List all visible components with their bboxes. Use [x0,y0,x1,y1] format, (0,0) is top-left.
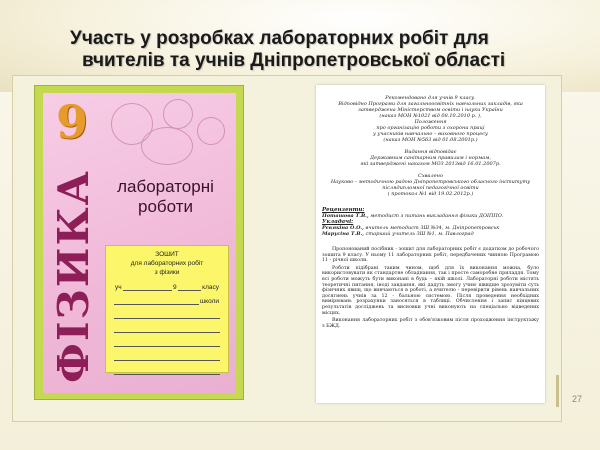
rec-line-1: Рекомендовано для учнів 9 класу. [385,95,476,101]
blank-line-3 [114,337,220,347]
student-grade: 9 [173,284,177,291]
rec-line-6: про організацію роботи з охорони праці [376,125,485,131]
notebook-header-3: з фізики [154,269,180,276]
notebook-label [105,245,229,373]
std-line-2: Державним санітарним правилам і нормам, [370,155,491,161]
student-line [114,281,220,291]
grade-number: 9 [55,95,88,149]
document-page [316,85,545,403]
title-line-1: Участь у розробках лабораторних робіт для [70,28,489,49]
reviewer-1-name: Поташова Т.В., [322,213,369,219]
book-cover-inner [43,93,236,393]
notebook-header-1: ЗОШИТ [155,251,179,258]
compiler-1-role: вчитель методист ЗШ №34, м. Дніпропетровськ [365,225,500,231]
blank-line-1 [114,309,220,319]
compiler-2-role: старший учитель ЗШ №1, м. Павлоград [365,231,474,237]
school-label: школи [199,298,219,305]
page-number: 27 [571,394,582,404]
title-line-2: вчителів та учнів Дніпропетровської області [82,50,506,71]
compiler-2-name: Марусіна Т.В., [322,231,364,237]
blank-line-2 [114,323,220,333]
rec-line-8: (наказ МОН №563 від 01.08.2001р.) [383,137,478,143]
notebook-header-2: для лабораторних робіт [130,260,204,267]
reviewers-label: Рецензенти: [322,207,365,213]
paragraph-1: Пропонований посібник - зошит для лабораторних робіт є додатком до робочого зошита 9 класу. У ньому 11 лабораторних робіт, передбачених чинною Програмою 11 - річної школи. [322,247,539,264]
compilers-label: Укладачі: [322,219,354,225]
blank-line-5 [114,365,220,375]
book-title-line-2: роботи [137,197,193,216]
slide-title [70,28,540,72]
appr-line-4: ( протокол №1 від 19.02.2012р.) [387,191,474,197]
compiler-1-name: Рєвякіна О.О., [322,225,364,231]
physics-illustration [101,97,229,167]
blank-line-4 [114,351,220,361]
notebook-header [106,250,228,277]
school-line [114,295,220,305]
book-title [98,177,233,217]
std-line-3: які затверджені наказом МОЗ 2013від 16.01.2007р. [360,161,501,167]
book-title-line-1: лабораторні [117,177,214,196]
rec-line-7: у учасників навчально – виховного процесу [373,131,488,137]
appr-line-2: Науково – методичною радою Дніпропетровського обласного інституту [330,179,531,185]
appr-line-1: Схвалено [418,173,443,179]
paragraph-2: Роботи підібрані таким чином, щоб для їх виконання можна, було використовувати як стандартне обладнання, так і просте саморобне приладдя. Тому всі роботи можуть бути виконані в будь – якій школі. Лабораторні роботи містять теоретичні питання, іноді завдання, які дадуть змогу учню швидше зрозуміти суть фізичних явищ, що вивчаються в роботі, а вчителю - перевірити рівень навчальних досягнень учнів за 12 - бальною системою. Після проведення необхідних вимірювань розрахунки заносяться в таблиці. Обчислення і запис кінцевих результатів досліджень та висновки учні виконують на спеціально відведених місцях. [322,265,539,316]
student-suffix: класу [202,284,219,291]
subject-title: ФІЗИКА [49,169,98,383]
student-prefix: уч [115,284,122,291]
appr-line-3: післядипломної педагогічної освіти [382,185,479,191]
rec-line-4: (наказ МОН №1021 від 08.10.2010 р. ), [379,113,482,119]
std-line-1: Видання відповідає [404,149,457,155]
book-cover [34,85,244,400]
reviewer-1-role: методист з питань викладання фізики ДОІППО. [370,213,504,219]
rec-line-3: затверджена Міністерством освіти і науки України [358,107,503,113]
rec-line-2: Відповідно Програми для загальноосвітніх навчальних закладів, яка [338,101,523,107]
paragraph-3: Виконання лабораторних робіт з обов'язковим після проходження інструктажу з БЖД. [322,318,539,329]
document-text [322,95,539,331]
rec-line-5: Положення [414,119,447,125]
